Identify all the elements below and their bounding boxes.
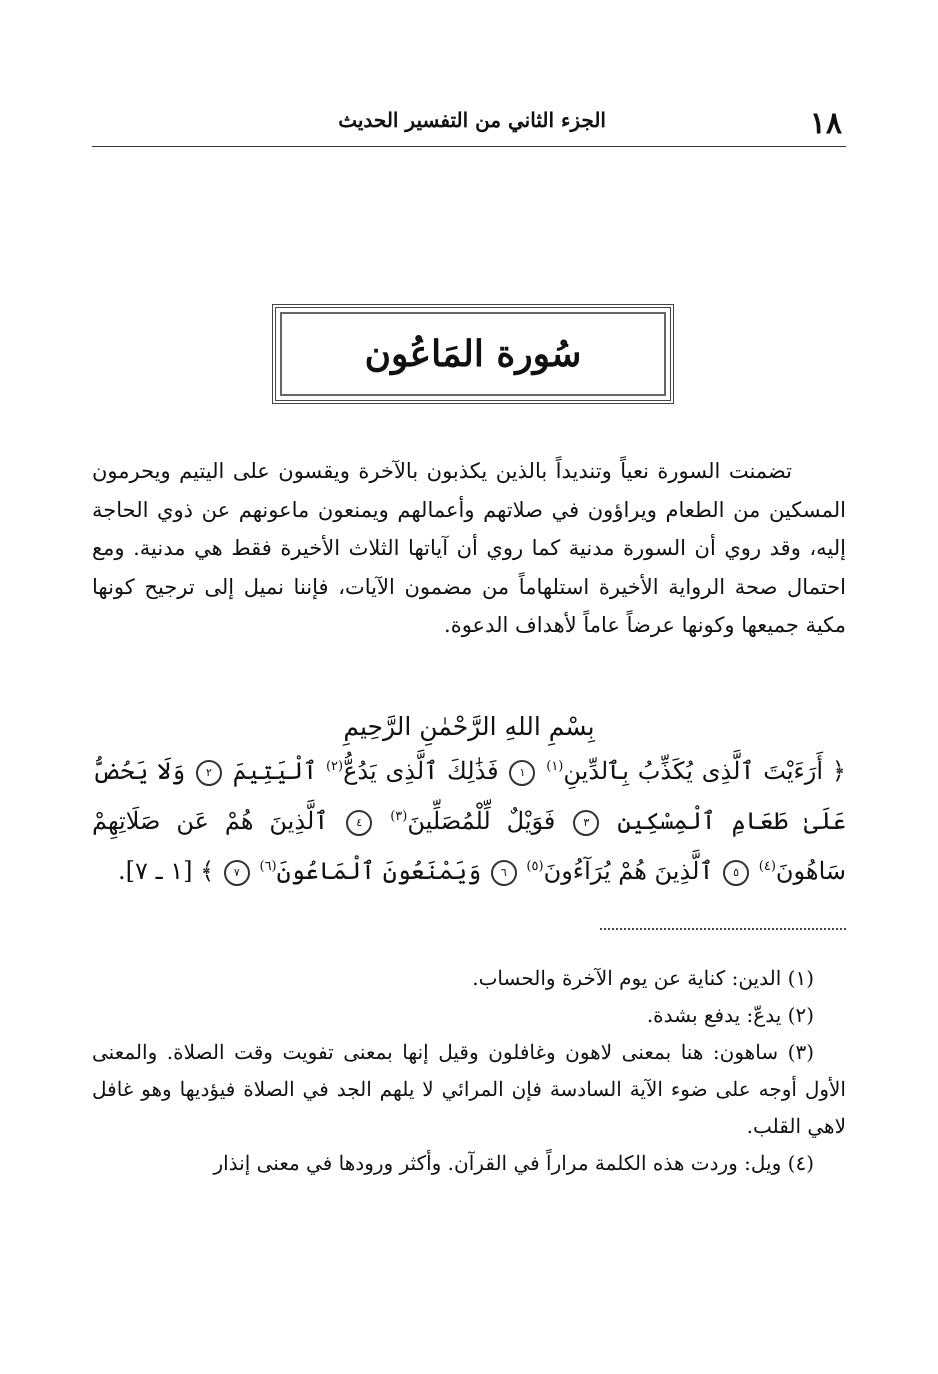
footnote-separator bbox=[600, 928, 846, 930]
ayah-number-6: ٦ bbox=[491, 860, 517, 886]
ayah-number-3: ٣ bbox=[573, 810, 599, 836]
footnote-ref-3: (٣) bbox=[390, 809, 408, 824]
verse-2: فَذَٰلِكَ ٱلَّذِى يَدُعُّ bbox=[343, 757, 499, 785]
ayah-number-5: ٥ bbox=[723, 860, 749, 886]
page-number: ١٨ bbox=[809, 106, 842, 141]
basmala: بِسْمِ اللهِ الرَّحْمٰنِ الرَّحِيمِ bbox=[343, 712, 595, 741]
quran-verses bbox=[92, 744, 846, 894]
footnote-ref-6: (٦) bbox=[259, 859, 277, 874]
verse-7: وَيَمْنَعُونَ ٱلْمَاعُونَ bbox=[276, 857, 482, 885]
verse-close-bracket: ﴾ bbox=[200, 857, 215, 885]
footnote-ref-4: (٤) bbox=[758, 859, 776, 874]
footnote-ref-2: (٢) bbox=[325, 759, 344, 774]
surah-title-frame bbox=[272, 304, 674, 404]
footnotes bbox=[92, 960, 846, 1182]
verse-reference: [١ ـ ٧]. bbox=[118, 857, 193, 885]
verse-open-bracket: ﴿ bbox=[831, 757, 846, 785]
verse-5: ٱلَّذِينَ هُمْ عَن صَلَاتِهِمْ سَاهُونَ bbox=[92, 807, 846, 885]
ayah-number-4: ٤ bbox=[346, 810, 372, 836]
verse-6: ٱلَّذِينَ هُمْ يُرَآءُونَ bbox=[543, 857, 714, 885]
ayah-number-2: ٢ bbox=[196, 760, 222, 786]
footnote-4: (٤) ويل: وردت هذه الكلمة مراراً في القرآن. وأكثر ورودها في معنى إنذار bbox=[213, 1151, 814, 1175]
intro-paragraph: تضمنت السورة نعياً وتنديداً بالذين يكذبون بالآخرة ويقسون على اليتيم ويحرمون المسكين من الطعام ويراؤون في صلاتهم وأعمالهم ويمنعون ماعونهم عن ذوي الحاجة إليه، وقد روي أن السورة مدنية كما روي أن آياتها الثلاث الأخيرة فقط هي مدنية. ومع احتمال صحة الرواية الأخيرة استلهاماً من مضمون الآيات، فإننا نميل إلى ترجيح كونها مكية جميعها وكونها عرضاً عاماً لأهداف الدعوة. bbox=[92, 459, 846, 638]
footnote-3: (٣) ساهون: هنا بمعنى لاهون وغافلون وقيل إنها بمعنى تفويت وقت الصلاة. والمعنى الأول أوجه على ضوء الآية السادسة فإن المرائي لا يلهم الجد في الصلاة فيؤديها وهو غافل لاهي القلب. bbox=[92, 1040, 846, 1138]
verse-1: أَرَءَيْتَ ٱلَّذِى يُكَذِّبُ بِٱلدِّينِ bbox=[563, 757, 824, 785]
verse-3: وَلَا يَحُضُّ عَلَىٰ طَعَامِ ٱلْمِسْكِينِ bbox=[92, 757, 847, 835]
running-title: الجزء الثاني من التفسير الحديث bbox=[338, 108, 606, 132]
footnote-ref-1: (١) bbox=[546, 759, 564, 774]
ayah-number-7: ٧ bbox=[224, 860, 250, 886]
verse-4: فَوَيْلٌ لِّلْمُصَلِّينَ bbox=[407, 807, 556, 835]
footnote-2: (٢) يدعّ: يدفع بشدة. bbox=[646, 1003, 814, 1027]
ayah-number-1: ١ bbox=[509, 760, 535, 786]
footnote-1: (١) الدين: كناية عن يوم الآخرة والحساب. bbox=[472, 966, 814, 990]
page-header bbox=[92, 98, 846, 147]
verse-2-tail: ٱلْيَتِيمَ bbox=[232, 757, 318, 785]
surah-title: سُورة المَاعُون bbox=[364, 333, 582, 375]
footnote-ref-5: (٥) bbox=[526, 859, 544, 874]
